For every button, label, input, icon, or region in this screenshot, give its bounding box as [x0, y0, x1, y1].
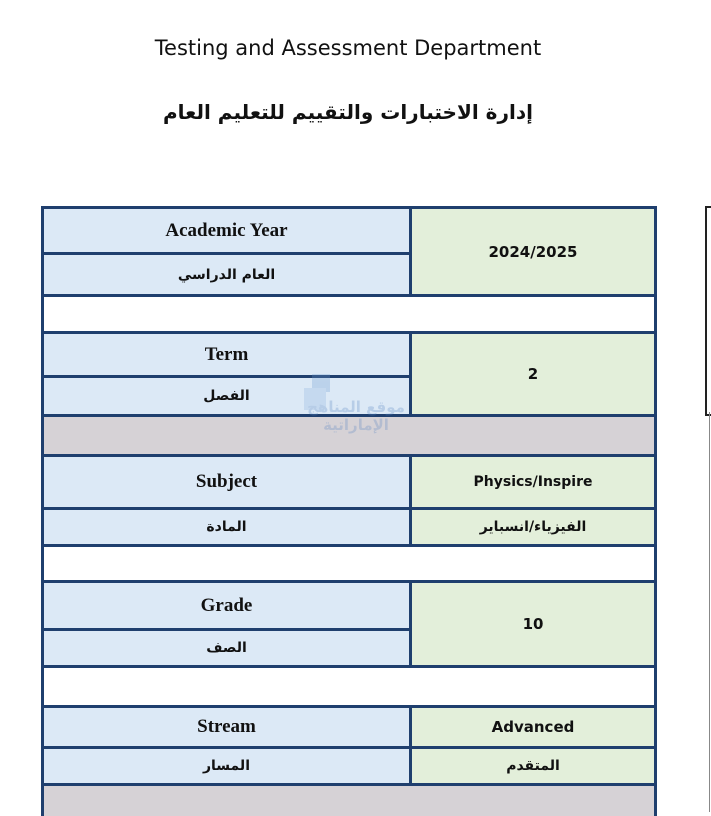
stream-label-en: [44, 708, 409, 746]
academic-year-value: [412, 209, 654, 294]
separator-row: [44, 786, 654, 816]
academic-year-value-text: 2024/2025: [488, 242, 578, 261]
subject-value-ar: [412, 510, 654, 544]
subject-label-en-text: Subject: [195, 471, 258, 492]
subject-label-en: [44, 457, 409, 507]
term-label-en: [44, 334, 409, 375]
grade-label-ar-text: الصف: [206, 640, 247, 656]
department-title-ar: إدارة الاختبارات والتقييم للتعليم العام: [163, 100, 533, 124]
grade-label-en: [44, 583, 409, 628]
subject-value-en-text: Physics/Inspire: [473, 474, 593, 490]
academic-year-label-en-text: Academic Year: [165, 219, 288, 241]
spacer-row: [44, 297, 654, 331]
grade-label-ar: [44, 631, 409, 665]
stream-value-ar-text: المتقدم: [506, 758, 560, 774]
stream-label-ar-text: المسار: [202, 758, 250, 774]
stream-label-ar: [44, 749, 409, 783]
term-label-ar: [44, 378, 409, 414]
term-label-ar-text: الفصل: [203, 388, 250, 404]
spacer-row: [44, 668, 654, 705]
term-value: [412, 334, 654, 414]
watermark-text: موقع المناهج الإماراتية: [307, 398, 405, 434]
academic-year-label-ar: [44, 255, 409, 294]
grade-value: [412, 583, 654, 665]
subject-value-ar-text: الفيزياء/انسباير: [479, 519, 587, 535]
academic-year-label-en: [44, 209, 409, 252]
adjacent-page-frame: [705, 206, 711, 416]
subject-label-ar-text: المادة: [206, 519, 247, 535]
subject-value-en: [412, 457, 654, 507]
stream-value-ar: [412, 749, 654, 783]
adjacent-page-edge: [709, 412, 710, 812]
grade-value-text: 10: [522, 615, 544, 633]
stream-label-en-text: Stream: [197, 716, 256, 737]
academic-year-label-ar-text: العام الدراسي: [177, 266, 276, 283]
stream-value-en-text: Advanced: [491, 718, 575, 736]
separator-row: [44, 417, 654, 454]
grade-label-en-text: Grade: [200, 594, 253, 616]
department-title-en: Testing and Assessment Department: [154, 36, 542, 60]
exam-info-table: [41, 206, 657, 816]
stream-value-en: [412, 708, 654, 746]
term-label-en-text: Term: [204, 343, 249, 365]
term-value-text: 2: [527, 365, 539, 383]
subject-label-ar: [44, 510, 409, 544]
spacer-row: [44, 547, 654, 580]
